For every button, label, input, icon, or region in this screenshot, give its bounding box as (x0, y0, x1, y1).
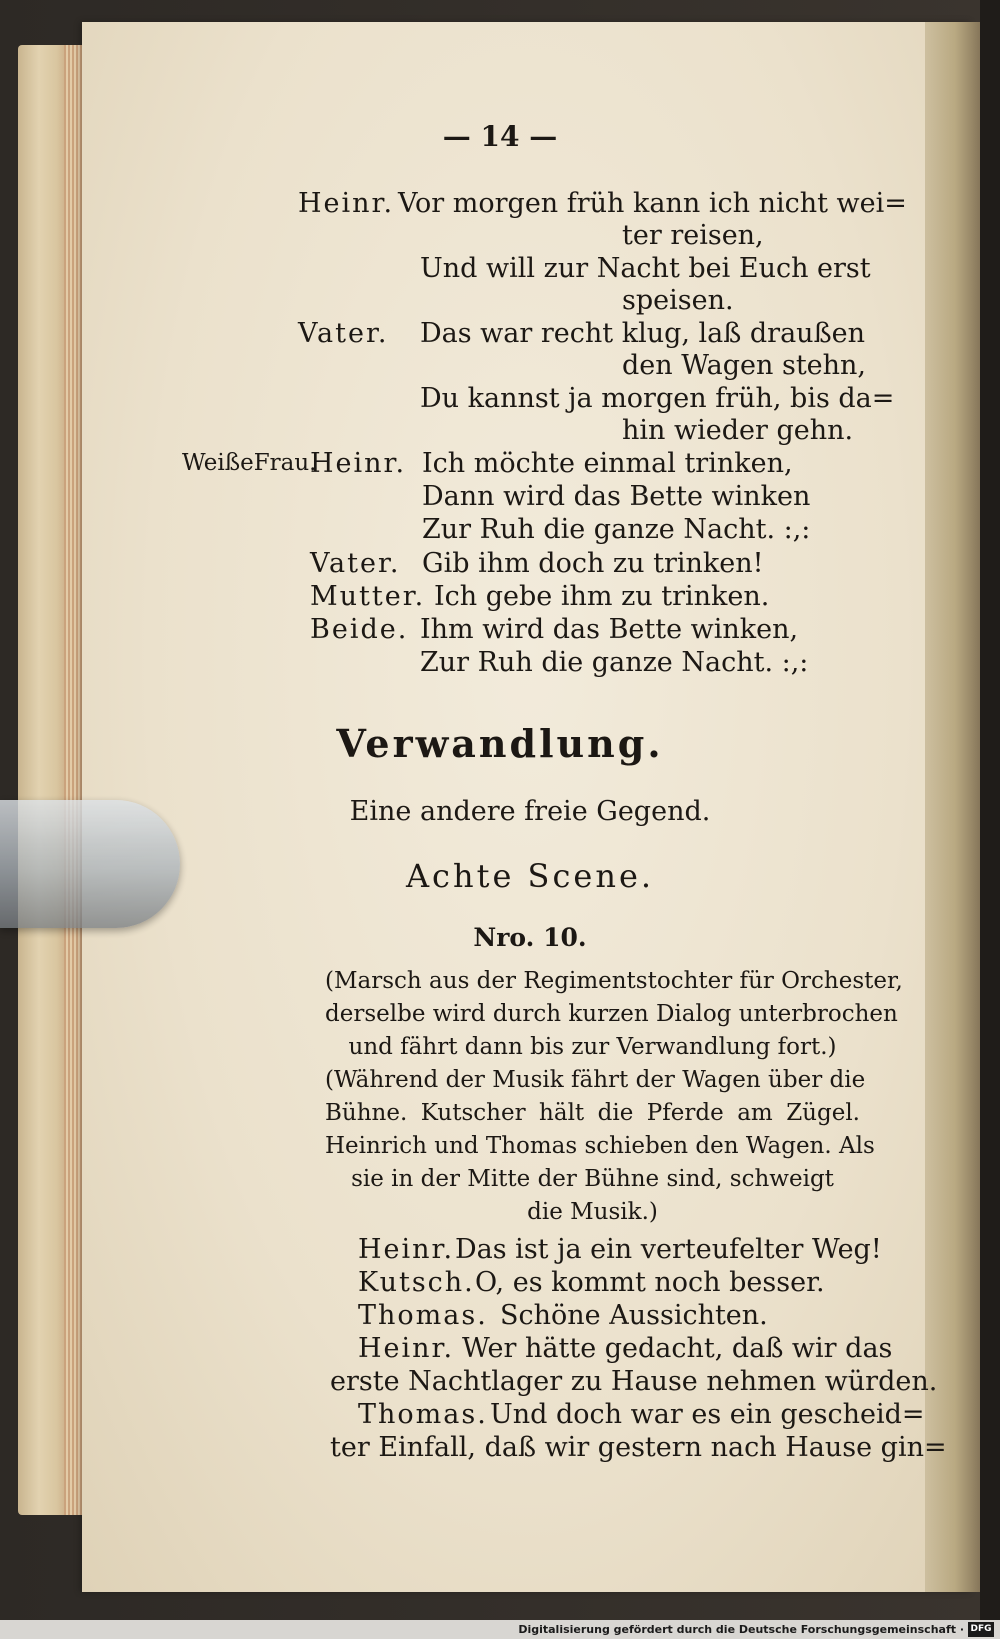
verse-line: hin wieder gehn. (622, 415, 854, 446)
verse-line: ter reisen, (622, 220, 764, 251)
speaker-label: Heinr. (298, 188, 395, 219)
dialog-line: Das ist ja ein verteufelter Weg! (455, 1234, 882, 1265)
page-number: — 14 — (442, 120, 558, 153)
page-gutter (925, 22, 985, 1592)
verse-line: Das war recht klug, laß draußen (420, 318, 865, 349)
stage-direction-line: die Musik.) (527, 1199, 658, 1225)
stage-direction-line: Bühne. Kutscher hält die Pferde am Zügel. (325, 1100, 860, 1126)
speaker-label: Heinr. (358, 1234, 455, 1265)
stage-direction-line: sie in der Mitte der Bühne sind, schweigt (351, 1166, 834, 1192)
stage-direction-line: und fährt dann bis zur Verwandlung fort.) (348, 1034, 837, 1060)
section-subheading: Eine andere freie Gegend. (349, 796, 711, 827)
dialog-line: Und doch war es ein gescheid= (490, 1399, 925, 1430)
verse-line: Zur Ruh die ganze Nacht. :,: (420, 647, 809, 678)
speaker-label: Beide. (310, 614, 409, 645)
verse-line: den Wagen stehn, (622, 350, 867, 381)
stage-direction-line: derselbe wird durch kurzen Dialog unterbrochen (325, 1001, 898, 1027)
dfg-logo-icon: DFG (968, 1622, 994, 1637)
verse-line: speisen. (622, 285, 734, 316)
speaker-label: Heinr. (310, 448, 407, 479)
speaker-label: Vater. (310, 548, 401, 579)
stage-direction-line: (Während der Musik fährt der Wagen über die (325, 1067, 866, 1093)
dialog-line: ter Einfall, daß wir gestern nach Hause gin= (330, 1432, 947, 1463)
scan-edge (980, 0, 1000, 1639)
verse-line: Ich möchte einmal trinken, (422, 448, 793, 479)
verse-line: Und will zur Nacht bei Euch erst (420, 253, 871, 284)
dialog-line: O, es kommt noch besser. (475, 1267, 825, 1298)
aside-label: WeißeFrau. (182, 450, 317, 476)
speaker-label: Thomas. (358, 1399, 488, 1430)
stage-direction-line: Heinrich und Thomas schieben den Wagen. Als (325, 1133, 875, 1159)
verse-line: Dann wird das Bette winken (422, 481, 811, 512)
verse-line: Ich gebe ihm zu trinken. (434, 581, 770, 612)
page-clip (0, 800, 180, 928)
speaker-label: Thomas. (358, 1300, 488, 1331)
stage-direction-line: (Marsch aus der Regimentstochter für Orchester, (325, 968, 903, 994)
speaker-label: Vater. (298, 318, 389, 349)
scene-title: Achte Scene. (405, 857, 655, 895)
verse-line: Gib ihm doch zu trinken! (422, 548, 764, 579)
verse-line: Du kannst ja morgen früh, bis da= (420, 383, 895, 414)
dialog-line: Schöne Aussichten. (500, 1300, 768, 1331)
section-heading: Verwandlung. (336, 721, 664, 766)
footer-credit: Digitalisierung gefördert durch die Deutsche Forschungsgemeinschaft · (518, 1623, 964, 1636)
verse-line: Vor morgen früh kann ich nicht wei= (398, 188, 907, 219)
speaker-label: Mutter. (310, 581, 426, 612)
verse-line: Zur Ruh die ganze Nacht. :,: (422, 514, 811, 545)
verse-line: Ihm wird das Bette winken, (420, 614, 799, 645)
dialog-line: Wer hätte gedacht, daß wir das (462, 1333, 893, 1364)
number-label: Nro. 10. (473, 923, 587, 952)
dialog-line: erste Nachtlager zu Hause nehmen würden. (330, 1366, 938, 1397)
speaker-label: Heinr. (358, 1333, 455, 1364)
speaker-label: Kutsch. (358, 1267, 475, 1298)
